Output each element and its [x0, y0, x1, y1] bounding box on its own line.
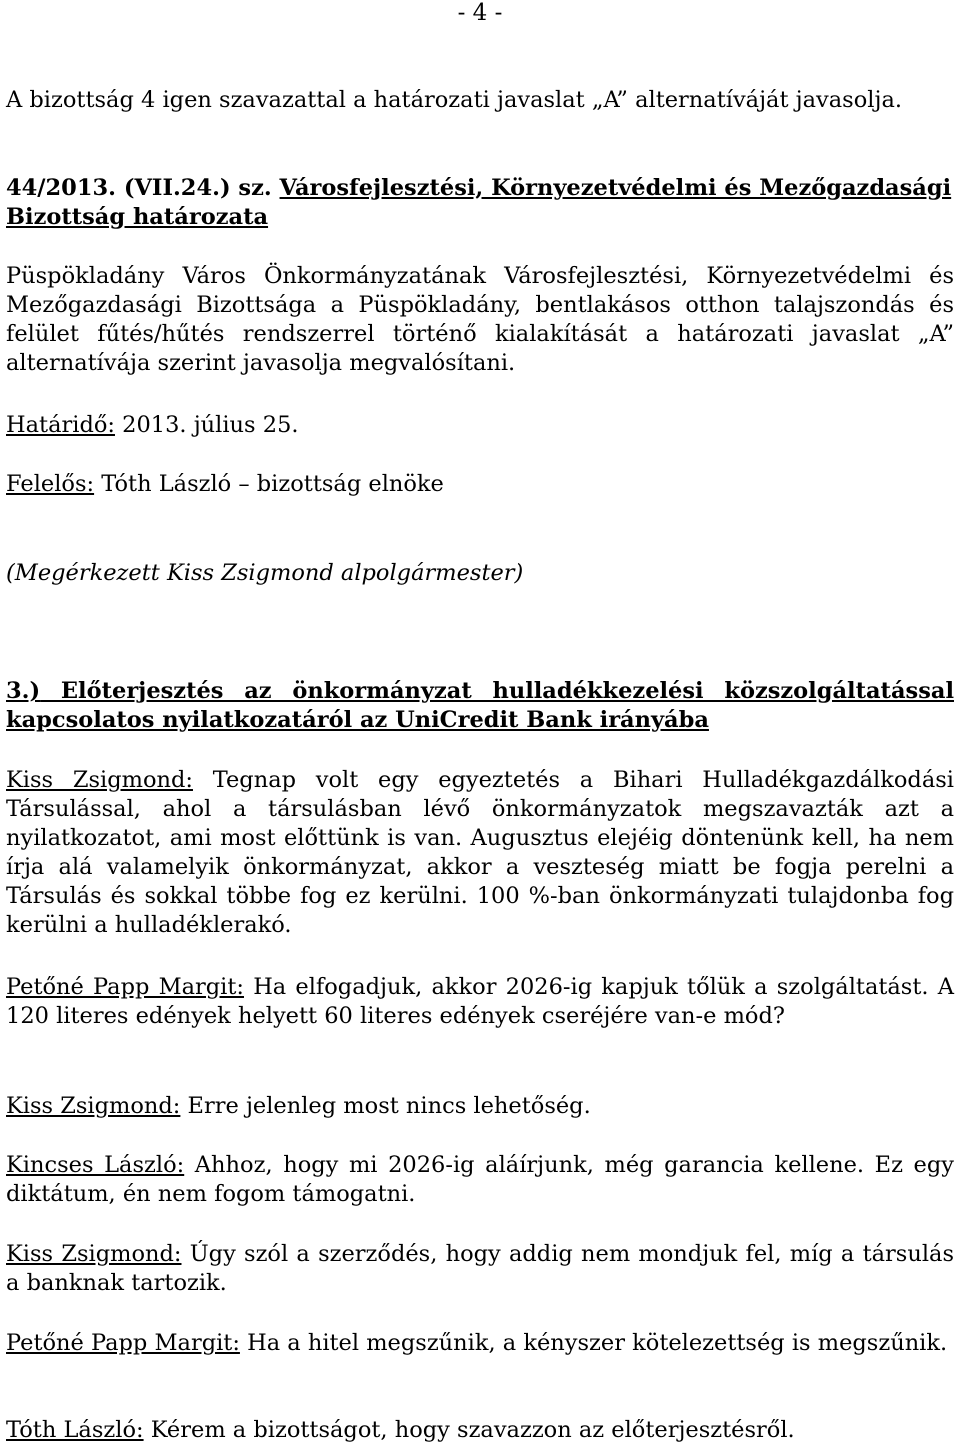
speaker-name: Kiss Zsigmond:	[6, 767, 193, 793]
speaker-name: Petőné Papp Margit:	[6, 1330, 240, 1356]
page-number: - 4 -	[457, 0, 503, 26]
deadline-label: Határidő:	[6, 412, 115, 438]
intro-paragraph: A bizottság 4 igen szavazattal a határozati javaslat „A” alternatíváját javasolja.	[6, 87, 903, 113]
statement-paragraph	[6, 1329, 954, 1358]
statement-text: Ha a hitel megszűnik, a kényszer kötelezettség is megszűnik.	[239, 1330, 948, 1356]
statement-text: Kérem a bizottságot, hogy szavazzon az előterjesztésről.	[143, 1417, 795, 1443]
responsible-value: Tóth László – bizottság elnöke	[94, 471, 444, 497]
speaker-name: Kiss Zsigmond:	[6, 1093, 181, 1119]
statement-text: Tegnap volt egy egyeztetés a Bihari Hulladékgazdálkodási Társulással, ahol a társulásban lévő önkormányzatok megszavazták azt a nyilatkozatot, ami most előttünk is van. Augusztus elejéig döntenünk kell, ha nem írja alá valamelyik önkormányzat, akkor a veszteség miatt be fogja perelni a Társulás és sokkal többe fog ez kerülni. 100 %-ban önkormányzati tulajdonba fog kerülni a hulladéklerakó.	[6, 767, 954, 938]
statement-text: Erre jelenleg most nincs lehetőség.	[180, 1093, 591, 1119]
speaker-name: Petőné Papp Margit:	[6, 974, 244, 1000]
resolution-committee-title: Városfejlesztési, Környezetvédelmi és Mezőgazdasági Bizottság határozata	[6, 175, 952, 230]
statement-paragraph	[6, 1092, 954, 1121]
arrival-note: (Megérkezett Kiss Zsigmond alpolgármester)	[6, 560, 524, 586]
statement-paragraph	[6, 1416, 954, 1445]
statement-paragraph	[6, 973, 954, 1031]
deadline-value: 2013. július 25.	[114, 412, 299, 438]
statement-paragraph	[6, 1240, 954, 1298]
agenda-item-text: Előterjesztés az önkormányzat hulladékkezelési közszolgáltatással kapcsolatos nyilatkozatáról az UniCredit Bank irányába	[6, 678, 954, 733]
responsible-line	[6, 470, 954, 499]
statement-text: Ahhoz, hogy mi 2026-ig aláírjunk, még garancia kellene. Ez egy diktátum, én nem fogom támogatni.	[6, 1152, 954, 1207]
resolution-number: 44/2013. (VII.24.) sz.	[6, 175, 280, 201]
resolution-title	[6, 174, 954, 232]
responsible-label: Felelős:	[6, 471, 95, 497]
resolution-body: Püspökladány Város Önkormányzatának Városfejlesztési, Környezetvédelmi és Mezőgazdasági Bizottsága a Püspökladány, bentlakásos otthon talajszondás és felület fűtés/hűtés rendszerrel történő kialakítását a határozati javaslat „A” alternatívája szerint javasolja megvalósítani.	[6, 263, 954, 376]
speaker-name: Kincses László:	[6, 1152, 185, 1178]
statement-text: Úgy szól a szerződés, hogy addig nem mondjuk fel, míg a társulás a banknak tartozik.	[6, 1241, 954, 1296]
speaker-name: Kiss Zsigmond:	[6, 1241, 182, 1267]
statement-paragraph	[6, 1151, 954, 1209]
statement-paragraph	[6, 766, 954, 940]
agenda-item-number: 3.)	[6, 678, 41, 704]
deadline-line	[6, 411, 954, 440]
speaker-name: Tóth László:	[6, 1417, 144, 1443]
agenda-item-title	[6, 677, 954, 735]
statement-text: Ha elfogadjuk, akkor 2026-ig kapjuk tőlük a szolgáltatást. A 120 literes edények helyett 60 literes edények cseréjére van-e mód?	[6, 974, 954, 1029]
